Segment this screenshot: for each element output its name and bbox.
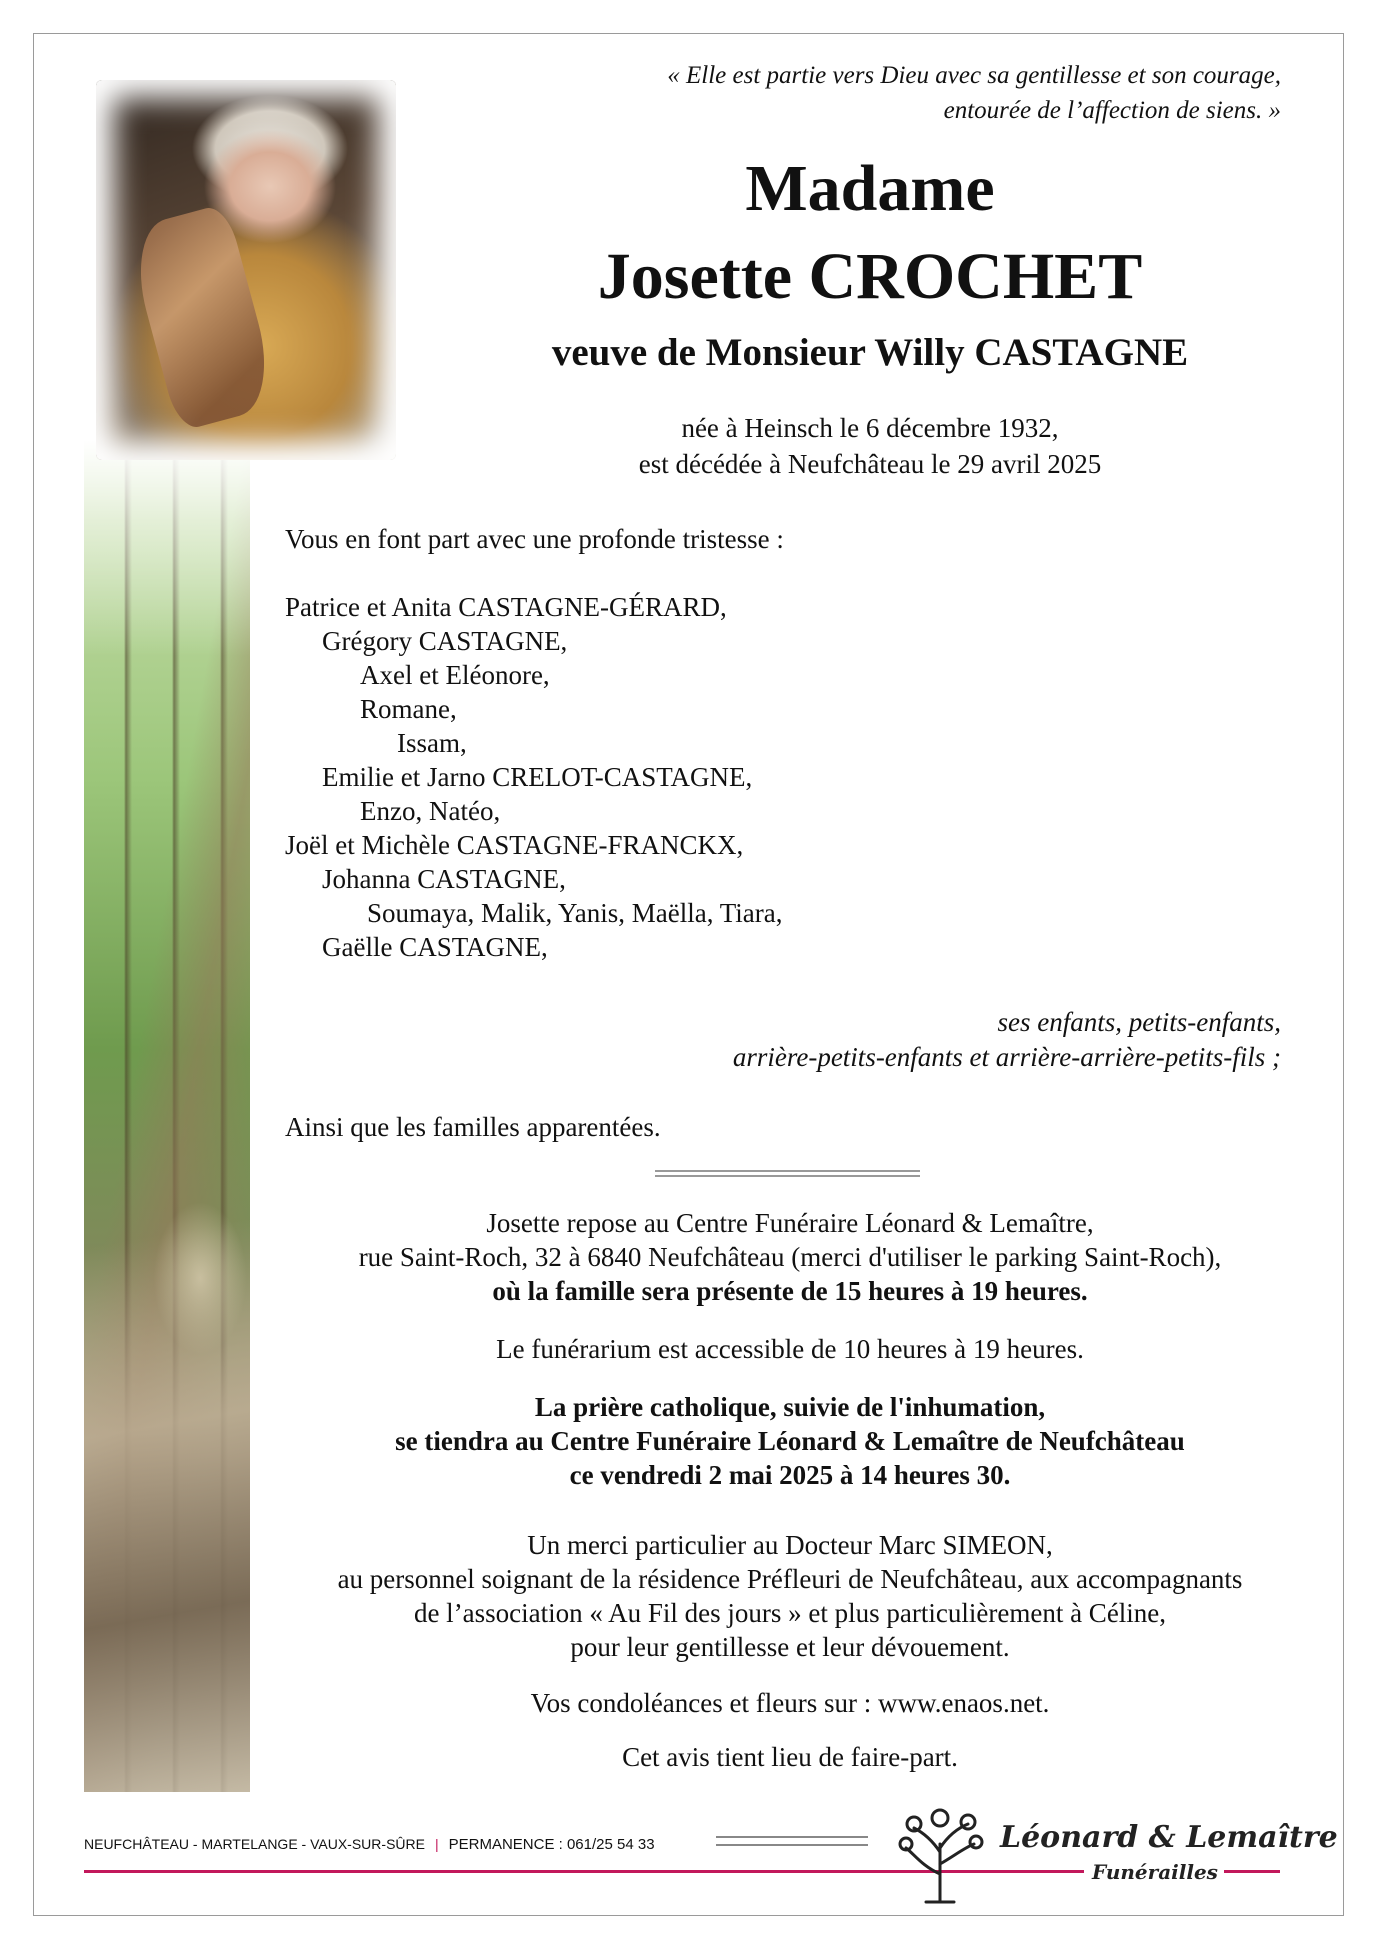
family-member: Emilie et Jarno CRELOT-CASTAGNE, bbox=[322, 762, 753, 792]
footer-info bbox=[84, 1836, 655, 1853]
brand-name: Léonard & Lemaître bbox=[1000, 1820, 1338, 1855]
death-line: est décédée à Neufchâteau le 29 avril 2025 bbox=[638, 449, 1102, 479]
family-member: Joël et Michèle CASTAGNE-FRANCKX, bbox=[285, 830, 744, 860]
opening-quote bbox=[381, 58, 1281, 128]
thanks-paragraph bbox=[290, 1528, 1290, 1664]
portrait-photo bbox=[96, 80, 396, 460]
family-list bbox=[285, 590, 783, 964]
forest-path bbox=[84, 1184, 250, 1792]
dates-block bbox=[570, 410, 1170, 482]
tree-logo-icon bbox=[892, 1804, 988, 1904]
family-member: Axel et Eléonore, bbox=[360, 660, 550, 690]
deceased-title: Madame bbox=[745, 152, 995, 225]
notice-text: Cet avis tient lieu de faire-part. bbox=[622, 1742, 958, 1772]
ceremony-line-3: ce vendredi 2 mai 2025 à 14 heures 30. bbox=[569, 1460, 1011, 1490]
ceremony-line-1: La prière catholique, suivie de l'inhumation, bbox=[534, 1392, 1046, 1422]
logo-double-rule bbox=[716, 1836, 868, 1846]
footer-separator: | bbox=[434, 1836, 439, 1852]
deceased-name: Josette CROCHET bbox=[597, 240, 1143, 313]
family-member: Patrice et Anita CASTAGNE-GÉRARD, bbox=[285, 592, 727, 622]
ceremony-line-2: se tiendra au Centre Funéraire Léonard & Lemaître de Neufchâteau bbox=[395, 1426, 1185, 1456]
footer-locations: NEUFCHÂTEAU - MARTELANGE - VAUX-SUR-SÛRE bbox=[84, 1836, 425, 1852]
family-member: Grégory CASTAGNE, bbox=[322, 626, 568, 656]
intro-text: Vous en font part avec une profonde tristesse : bbox=[285, 524, 784, 554]
forest-background-image bbox=[84, 440, 250, 1792]
repose-line-2: rue Saint-Roch, 32 à 6840 Neufchâteau (merci d'utiliser le parking Saint-Roch), bbox=[358, 1242, 1222, 1272]
family-member: Issam, bbox=[397, 728, 467, 758]
section-divider bbox=[655, 1170, 920, 1177]
relation-text bbox=[733, 1005, 1281, 1075]
quote-line-1: « Elle est partie vers Dieu avec sa gentillesse et son courage, bbox=[667, 62, 1281, 89]
family-member: Romane, bbox=[360, 694, 457, 724]
footer-permanence: PERMANENCE : 061/25 54 33 bbox=[448, 1836, 655, 1853]
thanks-line-2: au personnel soignant de la résidence Préfleuri de Neufchâteau, aux accompagnants bbox=[337, 1564, 1243, 1594]
thanks-line-4: pour leur gentillesse et leur dévouement. bbox=[570, 1632, 1010, 1662]
family-member: Gaëlle CASTAGNE, bbox=[322, 932, 548, 962]
condolences-text: Vos condoléances et fleurs sur : www.enaos.net. bbox=[530, 1688, 1050, 1718]
funerarium-hours: Le funérarium est accessible de 10 heures à 19 heures. bbox=[496, 1334, 1084, 1364]
repose-paragraph bbox=[290, 1206, 1290, 1308]
relation-line-2: arrière-petits-enfants et arrière-arrière-petits-fils ; bbox=[732, 1042, 1281, 1072]
family-member: Enzo, Natéo, bbox=[360, 796, 501, 826]
birth-line: née à Heinsch le 6 décembre 1932, bbox=[681, 413, 1059, 443]
family-member: Johanna CASTAGNE, bbox=[322, 864, 566, 894]
related-families: Ainsi que les familles apparentées. bbox=[285, 1112, 661, 1142]
relation-line-1: ses enfants, petits-enfants, bbox=[997, 1007, 1281, 1037]
quote-line-2: entourée de l’affection de siens. » bbox=[943, 97, 1281, 124]
portrait-fur-shawl bbox=[125, 203, 281, 432]
family-member: Soumaya, Malik, Yanis, Maëlla, Tiara, bbox=[367, 898, 783, 928]
thanks-line-3: de l’association « Au Fil des jours » et plus particulièrement à Céline, bbox=[413, 1598, 1167, 1628]
widow-line: veuve de Monsieur Willy CASTAGNE bbox=[551, 331, 1189, 374]
repose-line-3: où la famille sera présente de 15 heures à 19 heures. bbox=[492, 1276, 1088, 1306]
thanks-line-1: Un merci particulier au Docteur Marc SIMEON, bbox=[527, 1530, 1053, 1560]
repose-line-1: Josette repose au Centre Funéraire Léonard & Lemaître, bbox=[486, 1208, 1094, 1238]
ceremony-paragraph bbox=[290, 1390, 1290, 1492]
brand-subtitle: Funérailles bbox=[1086, 1860, 1224, 1884]
